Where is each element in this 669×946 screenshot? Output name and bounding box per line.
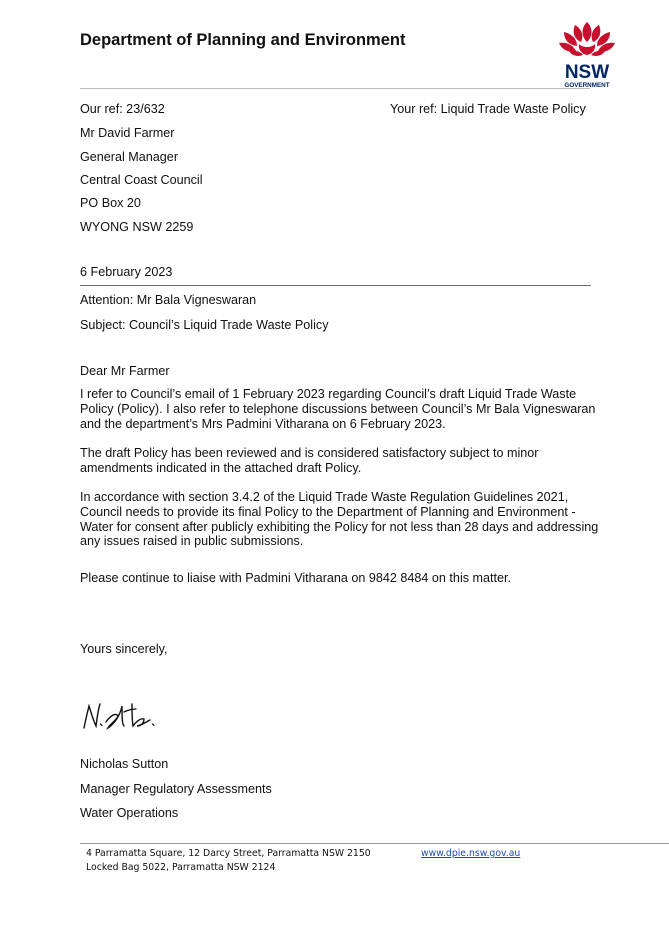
signatory-position: Manager Regulatory Assessments [80, 782, 272, 796]
nsw-government-logo [555, 20, 619, 90]
signature-icon [80, 694, 170, 738]
body-paragraph: The draft Policy has been reviewed and is considered satisfactory subject to minor amendments indicated in the attached draft Policy. [80, 446, 539, 475]
footer-divider [80, 843, 669, 844]
recipient-po-box: PO Box 20 [80, 196, 141, 210]
recipient-organisation: Central Coast Council [80, 173, 203, 187]
date-divider [80, 285, 591, 286]
footer-website-link[interactable]: www.dpie.nsw.gov.au [421, 848, 521, 859]
salutation: Dear Mr Farmer [80, 364, 170, 378]
logo-nsw-text: NSW [564, 62, 610, 83]
subject-line: Subject: Council’s Liquid Trade Waste Policy [80, 318, 329, 332]
handwritten-signature [80, 694, 170, 738]
letter-date: 6 February 2023 [80, 265, 173, 279]
recipient-name: Mr David Farmer [80, 126, 175, 140]
recipient-title: General Manager [80, 150, 179, 164]
signatory-name: Nicholas Sutton [80, 757, 169, 771]
header-divider [80, 88, 590, 89]
body-paragraph: I refer to Council’s email of 1 February 2023 regarding Council’s draft Liquid Trade Waste Policy (Policy). I also refer to telephone discussions between Council’s Mr Bala Vigneswaran and the department’s Mrs Padmini Vitharana on 6 February 2023. [80, 387, 596, 431]
closing: Yours sincerely, [80, 642, 168, 656]
body-paragraph: In accordance with section 3.4.2 of the Liquid Trade Waste Regulation Guidelines 2021, Council needs to provide its final Policy to the Department of Planning and Environment - Water for consent after publicly exhibiting the Policy for not less than 28 days and addressing any issues raised in public submissions. [80, 490, 599, 549]
department-title: Department of Planning and Environment [80, 31, 406, 49]
footer-address-line-1: 4 Parramatta Square, 12 Darcy Street, Parramatta NSW 2150 [86, 848, 371, 859]
waratah-logo-icon [555, 20, 619, 90]
body-paragraph: Please continue to liaise with Padmini Vitharana on 9842 8484 on this matter. [80, 571, 512, 585]
your-reference: Your ref: Liquid Trade Waste Policy [390, 102, 586, 116]
recipient-locality: WYONG NSW 2259 [80, 220, 194, 234]
attention-line: Attention: Mr Bala Vigneswaran [80, 293, 257, 307]
footer-address-line-2: Locked Bag 5022, Parramatta NSW 2124 [86, 862, 276, 873]
logo-government-text: GOVERNMENT [564, 82, 610, 89]
signatory-division: Water Operations [80, 806, 179, 820]
our-reference: Our ref: 23/632 [80, 102, 165, 116]
